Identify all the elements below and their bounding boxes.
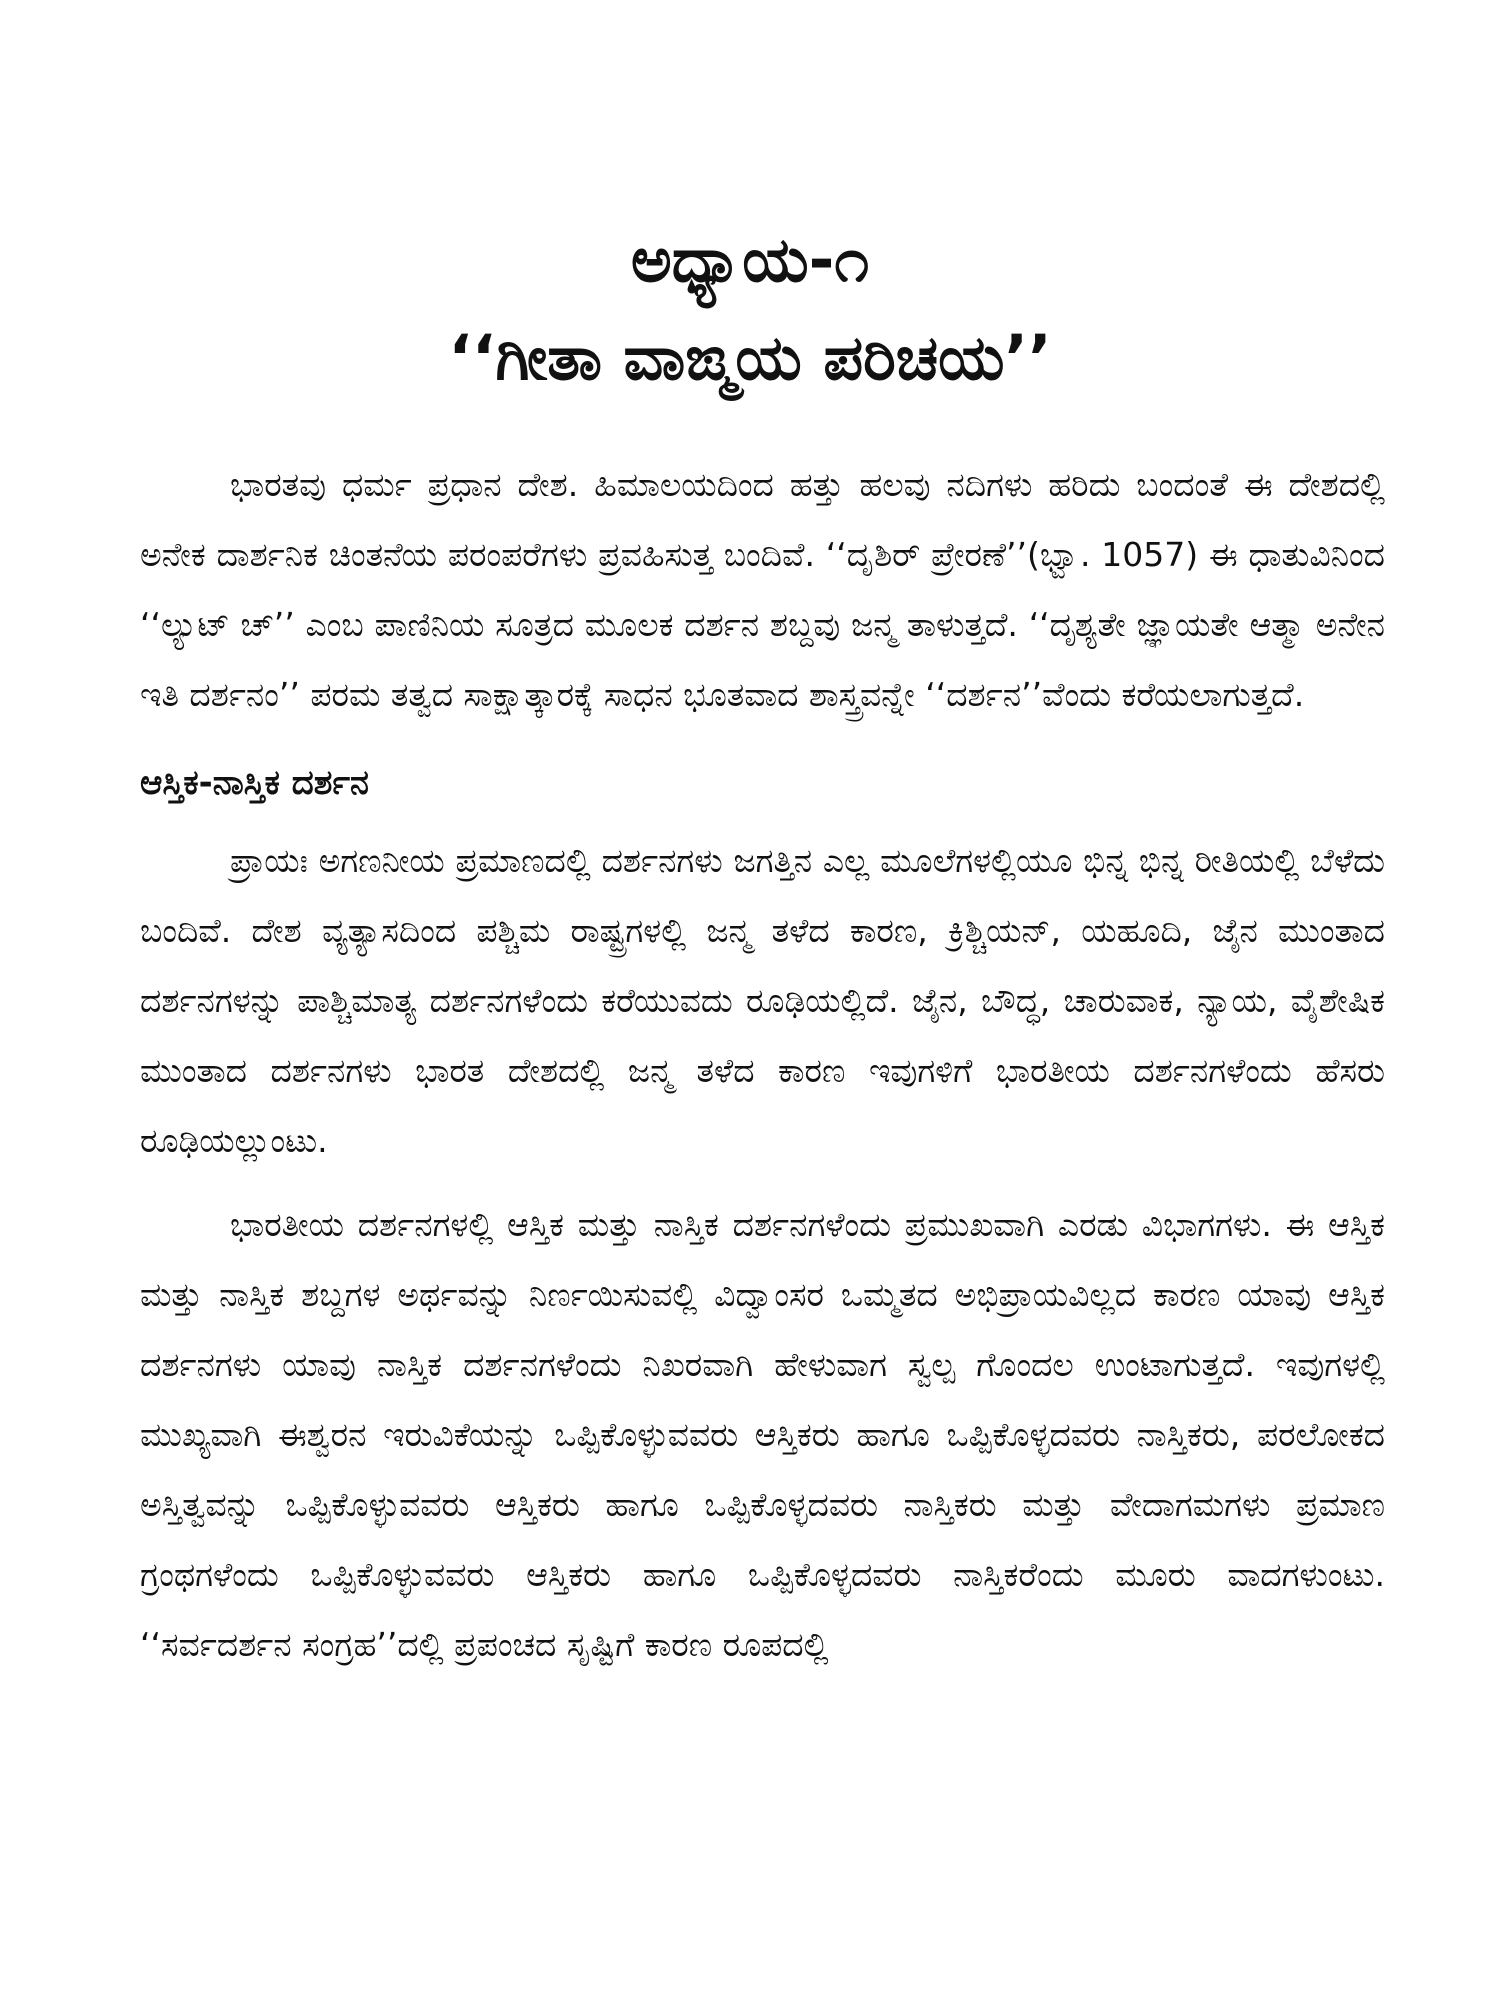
section-paragraph-2: ಭಾರತೀಯ ದರ್ಶನಗಳಲ್ಲಿ ಆಸ್ತಿಕ ಮತ್ತು ನಾಸ್ತಿಕ ದರ್ಶನಗಳೆಂದು ಪ್ರಮುಖವಾಗಿ ಎರಡು ವಿಭಾಗಗಳು. ಈ ಆಸ್ತಿಕ ಮತ್ತು ನಾಸ್ತಿಕ ಶಬ್ದಗಳ ಅರ್ಥವನ್ನು ನಿರ್ಣಯಿಸುವಲ್ಲಿ ವಿದ್ವಾಂಸರ ಒಮ್ಮತದ ಅಭಿಪ್ರಾಯವಿಲ್ಲದ ಕಾರಣ ಯಾವು ಆಸ್ತಿಕ ದರ್ಶನಗಳು ಯಾವು ನಾಸ್ತಿಕ ದರ್ಶನಗಳೆಂದು ನಿಖರವಾಗಿ ಹೇಳುವಾಗ ಸ್ವಲ್ಪ ಗೊಂದಲ ಉಂಟಾಗುತ್ತದೆ. ಇವುಗಳಲ್ಲಿ ಮುಖ್ಯವಾಗಿ ಈಶ್ವರನ ಇರುವಿಕೆಯನ್ನು ಒಪ್ಪಿಕೊಳ್ಳುವವರು ಆಸ್ತಿಕರು ಹಾಗೂ ಒಪ್ಪಿಕೊಳ್ಳದವರು ನಾಸ್ತಿಕರು, ಪರಲೋಕದ ಅಸ್ತಿತ್ವವನ್ನು ಒಪ್ಪಿಕೊಳ್ಳುವವರು ಆಸ್ತಿಕರು ಹಾಗೂ ಒಪ್ಪಿಕೊಳ್ಳದವರು ನಾಸ್ತಿಕರು ಮತ್ತು ವೇದಾಗಮಗಳು ಪ್ರಮಾಣ ಗ್ರಂಥಗಳೆಂದು ಒಪ್ಪಿಕೊಳ್ಳುವವರು ಆಸ್ತಿಕರು ಹಾಗೂ ಒಪ್ಪಿಕೊಳ್ಳದವರು ನಾಸ್ತಿಕರೆಂದು ಮೂರು ವಾದಗಳುಂಟು. ‘‘ಸರ್ವದರ್ಶನ ಸಂಗ್ರಹ’’ದಲ್ಲಿ ಪ್ರಪಂಚದ ಸೃಷ್ಟಿಗೆ ಕಾರಣ ರೂಪದಲ್ಲಿ bbox=[140, 1205, 1385, 1664]
intro-paragraph: ಭಾರತವು ಧರ್ಮ ಪ್ರಧಾನ ದೇಶ. ಹಿಮಾಲಯದಿಂದ ಹತ್ತು ಹಲವು ನದಿಗಳು ಹರಿದು ಬಂದಂತೆ ಈ ದೇಶದಲ್ಲಿ ಅನೇಕ ದಾರ್ಶನಿಕ ಚಿಂತನೆಯ ಪರಂಪರೆಗಳು ಪ್ರವಹಿಸುತ್ತ ಬಂದಿವೆ. ‘‘ದೃಶಿರ್ ಪ್ರೇರಣೆ’’(ಭ್ವಾ. 1057) ಈ ಧಾತುವಿನಿಂದ ‘‘ಲ್ಯುಟ್ ಚ್’’ ಎಂಬ ಪಾಣಿನಿಯ ಸೂತ್ರದ ಮೂಲಕ ದರ್ಶನ ಶಬ್ದವು ಜನ್ಮ ತಾಳುತ್ತದೆ. ‘‘ದೃಶ್ಯತೇ ಜ್ಞಾಯತೇ ಆತ್ಮಾ ಅನೇನ ಇತಿ ದರ್ಶನಂ’’ ಪರಮ ತತ್ವದ ಸಾಕ್ಷಾತ್ಕಾರಕ್ಕೆ ಸಾಧನ ಭೂತವಾದ ಶಾಸ್ತ್ರವನ್ನೇ ‘‘ದರ್ಶನ’’ವೆಂದು ಕರೆಯಲಾಗುತ್ತದೆ. bbox=[140, 465, 1385, 714]
body-text bbox=[140, 450, 1385, 1680]
section-heading: ಆಸ್ತಿಕ-ನಾಸ್ತಿಕ ದರ್ಶನ bbox=[140, 763, 369, 803]
chapter-title: ‘‘ಗೀತಾ ವಾಙ್ಮಯ ಪರಿಚಯ’’ bbox=[448, 321, 1052, 394]
chapter-label: ಅಧ್ಯಾಯ-೧ bbox=[630, 223, 870, 296]
section-paragraph-1: ಪ್ರಾಯಃ ಅಗಣನೀಯ ಪ್ರಮಾಣದಲ್ಲಿ ದರ್ಶನಗಳು ಜಗತ್ತಿನ ಎಲ್ಲ ಮೂಲೆಗಳಲ್ಲಿಯೂ ಭಿನ್ನ ಭಿನ್ನ ರೀತಿಯಲ್ಲಿ ಬೆಳೆದು ಬಂದಿವೆ. ದೇಶ ವ್ಯತ್ಯಾಸದಿಂದ ಪಶ್ಚಿಮ ರಾಷ್ಟ್ರಗಳಲ್ಲಿ ಜನ್ಮ ತಳೆದ ಕಾರಣ, ಕ್ರಿಶ್ಚಿಯನ್, ಯಹೂದಿ, ಜೈನ ಮುಂತಾದ ದರ್ಶನಗಳನ್ನು ಪಾಶ್ಚಿಮಾತ್ಯ ದರ್ಶನಗಳೆಂದು ಕರೆಯುವದು ರೂಢಿಯಲ್ಲಿದೆ. ಜೈನ, ಬೌದ್ಧ, ಚಾರುವಾಕ, ನ್ಯಾಯ, ವೈಶೇಷಿಕ ಮುಂತಾದ ದರ್ಶನಗಳು ಭಾರತ ದೇಶದಲ್ಲಿ ಜನ್ಮ ತಳೆದ ಕಾರಣ ಇವುಗಳಿಗೆ ಭಾರತೀಯ ದರ್ಶನಗಳೆಂದು ಹೆಸರು ರೂಢಿಯಲ್ಲುಂಟು. bbox=[140, 841, 1385, 1160]
